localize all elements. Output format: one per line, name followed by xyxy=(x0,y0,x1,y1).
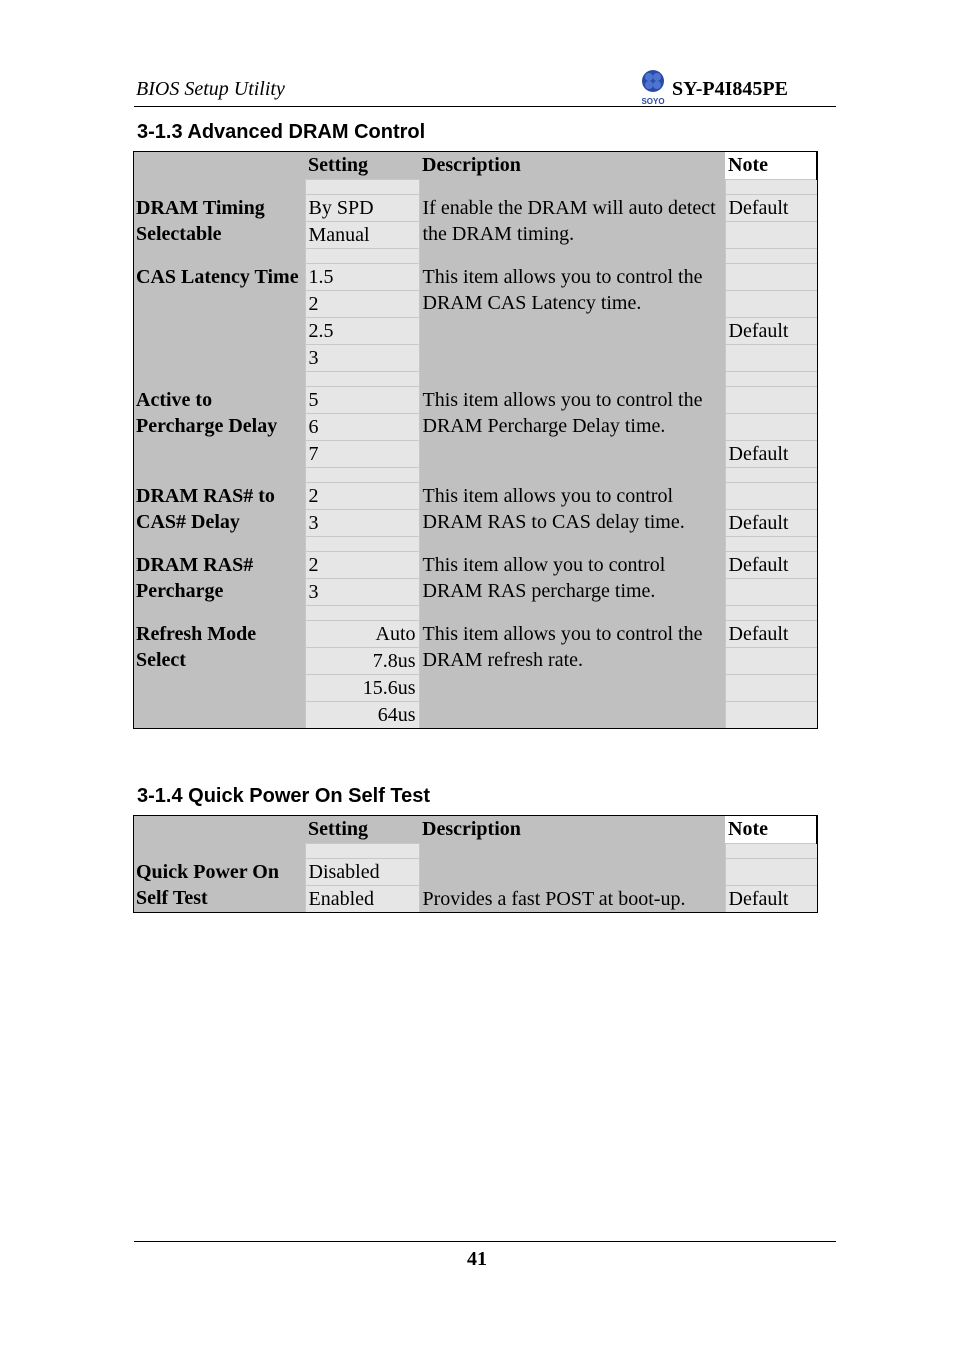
setting-value: 7 xyxy=(305,441,419,468)
spacer-row xyxy=(133,180,817,195)
table-row xyxy=(133,859,817,886)
description: If enable the DRAM will auto detect the DRAM timing. xyxy=(419,195,725,249)
setting-value: 2 xyxy=(305,291,419,318)
spacer-cell xyxy=(419,537,725,552)
note-value: Default xyxy=(725,886,817,913)
section-heading-advanced-dram: 3-1.3 Advanced DRAM Control xyxy=(137,121,426,143)
spacer-cell xyxy=(133,180,305,195)
spacer-cell xyxy=(305,372,419,387)
header-setting: Setting xyxy=(305,815,419,844)
spacer-cell xyxy=(725,180,817,195)
description: This item allows you to control the DRAM CAS Latency time. xyxy=(419,264,725,372)
item-name: DRAM Timing Selectable xyxy=(133,195,305,249)
header-title: BIOS Setup Utility xyxy=(136,78,285,100)
spacer-cell xyxy=(133,468,305,483)
header-note: Note xyxy=(725,151,817,180)
spacer-cell xyxy=(725,844,817,859)
spacer-cell xyxy=(305,844,419,859)
spacer-cell xyxy=(305,180,419,195)
item-name: DRAM RAS# to CAS# Delay xyxy=(133,483,305,537)
spacer-row xyxy=(133,468,817,483)
setting-value: By SPD xyxy=(305,195,419,222)
note-value: Default xyxy=(725,621,817,648)
spacer-cell xyxy=(133,249,305,264)
note-value xyxy=(725,483,817,510)
setting-value: 2 xyxy=(305,552,419,579)
description xyxy=(419,859,725,886)
setting-value: 1.5 xyxy=(305,264,419,291)
spacer-cell xyxy=(419,468,725,483)
note-value xyxy=(725,648,817,675)
table-header-row xyxy=(133,815,817,844)
header-note: Note xyxy=(725,815,817,844)
spacer-cell xyxy=(133,606,305,621)
spacer-cell xyxy=(305,468,419,483)
setting-value: 3 xyxy=(305,579,419,606)
setting-value: 2 xyxy=(305,483,419,510)
item-name: CAS Latency Time xyxy=(133,264,305,372)
spacer-cell xyxy=(305,537,419,552)
note-value xyxy=(725,345,817,372)
spacer-cell xyxy=(419,372,725,387)
spacer-cell xyxy=(133,372,305,387)
description: This item allow you to control DRAM RAS percharge time. xyxy=(419,552,725,606)
item-name: DRAM RAS# Percharge xyxy=(133,552,305,606)
soyo-logo-icon xyxy=(636,68,670,106)
note-value xyxy=(725,264,817,291)
spacer-row xyxy=(133,249,817,264)
description: Provides a fast POST at boot-up. xyxy=(419,886,725,913)
page-number: 41 xyxy=(467,1248,487,1270)
table-row xyxy=(133,195,817,222)
note-value xyxy=(725,579,817,606)
note-value: Default xyxy=(725,441,817,468)
spacer-cell xyxy=(133,844,305,859)
setting-value: 5 xyxy=(305,387,419,414)
section-heading-quick-post: 3-1.4 Quick Power On Self Test xyxy=(137,785,431,807)
setting-value: Manual xyxy=(305,222,419,249)
table-row xyxy=(133,621,817,648)
spacer-row xyxy=(133,537,817,552)
spacer-cell xyxy=(725,606,817,621)
note-value xyxy=(725,675,817,702)
setting-value: 2.5 xyxy=(305,318,419,345)
setting-value: 6 xyxy=(305,414,419,441)
spacer-cell xyxy=(133,537,305,552)
spacer-row xyxy=(133,372,817,387)
item-name: Quick Power On Self Test xyxy=(133,859,305,913)
logo-text: SOYO xyxy=(641,97,665,106)
setting-value: Auto xyxy=(305,621,419,648)
spacer-cell xyxy=(725,468,817,483)
setting-value: 3 xyxy=(305,345,419,372)
spacer-row xyxy=(133,844,817,859)
spacer-cell xyxy=(725,537,817,552)
note-value xyxy=(725,222,817,249)
setting-value: 64us xyxy=(305,702,419,729)
note-value xyxy=(725,702,817,729)
footer-rule xyxy=(134,1241,836,1242)
header-description: Description xyxy=(419,815,725,844)
description: This item allows you to control the DRAM Percharge Delay time. xyxy=(419,387,725,468)
note-value: Default xyxy=(725,195,817,222)
spacer-cell xyxy=(305,606,419,621)
table-row xyxy=(133,552,817,579)
note-value xyxy=(725,291,817,318)
header-item xyxy=(133,815,305,844)
table-row xyxy=(133,387,817,414)
page-header xyxy=(134,66,836,107)
note-value: Default xyxy=(725,510,817,537)
quick-post-table xyxy=(133,815,818,913)
header-setting: Setting xyxy=(305,151,419,180)
note-value xyxy=(725,859,817,886)
table-row xyxy=(133,264,817,291)
item-name: Active to Percharge Delay xyxy=(133,387,305,468)
spacer-cell xyxy=(419,249,725,264)
table-header-row xyxy=(133,151,817,180)
setting-value: 15.6us xyxy=(305,675,419,702)
note-value: Default xyxy=(725,552,817,579)
description: This item allows you to control DRAM RAS to CAS delay time. xyxy=(419,483,725,537)
note-value: Default xyxy=(725,318,817,345)
spacer-cell xyxy=(419,844,725,859)
header-item xyxy=(133,151,305,180)
header-description: Description xyxy=(419,151,725,180)
description: This item allows you to control the DRAM refresh rate. xyxy=(419,621,725,729)
spacer-cell xyxy=(725,372,817,387)
advanced-dram-table xyxy=(133,151,818,729)
setting-value: Enabled xyxy=(305,886,419,913)
item-name: Refresh Mode Select xyxy=(133,621,305,729)
setting-value: Disabled xyxy=(305,859,419,886)
spacer-cell xyxy=(725,249,817,264)
table-row xyxy=(133,483,817,510)
setting-value: 7.8us xyxy=(305,648,419,675)
setting-value: 3 xyxy=(305,510,419,537)
model-name: SY-P4I845PE xyxy=(672,78,788,100)
spacer-cell xyxy=(305,249,419,264)
spacer-cell xyxy=(419,606,725,621)
note-value xyxy=(725,414,817,441)
spacer-row xyxy=(133,606,817,621)
note-value xyxy=(725,387,817,414)
spacer-cell xyxy=(419,180,725,195)
